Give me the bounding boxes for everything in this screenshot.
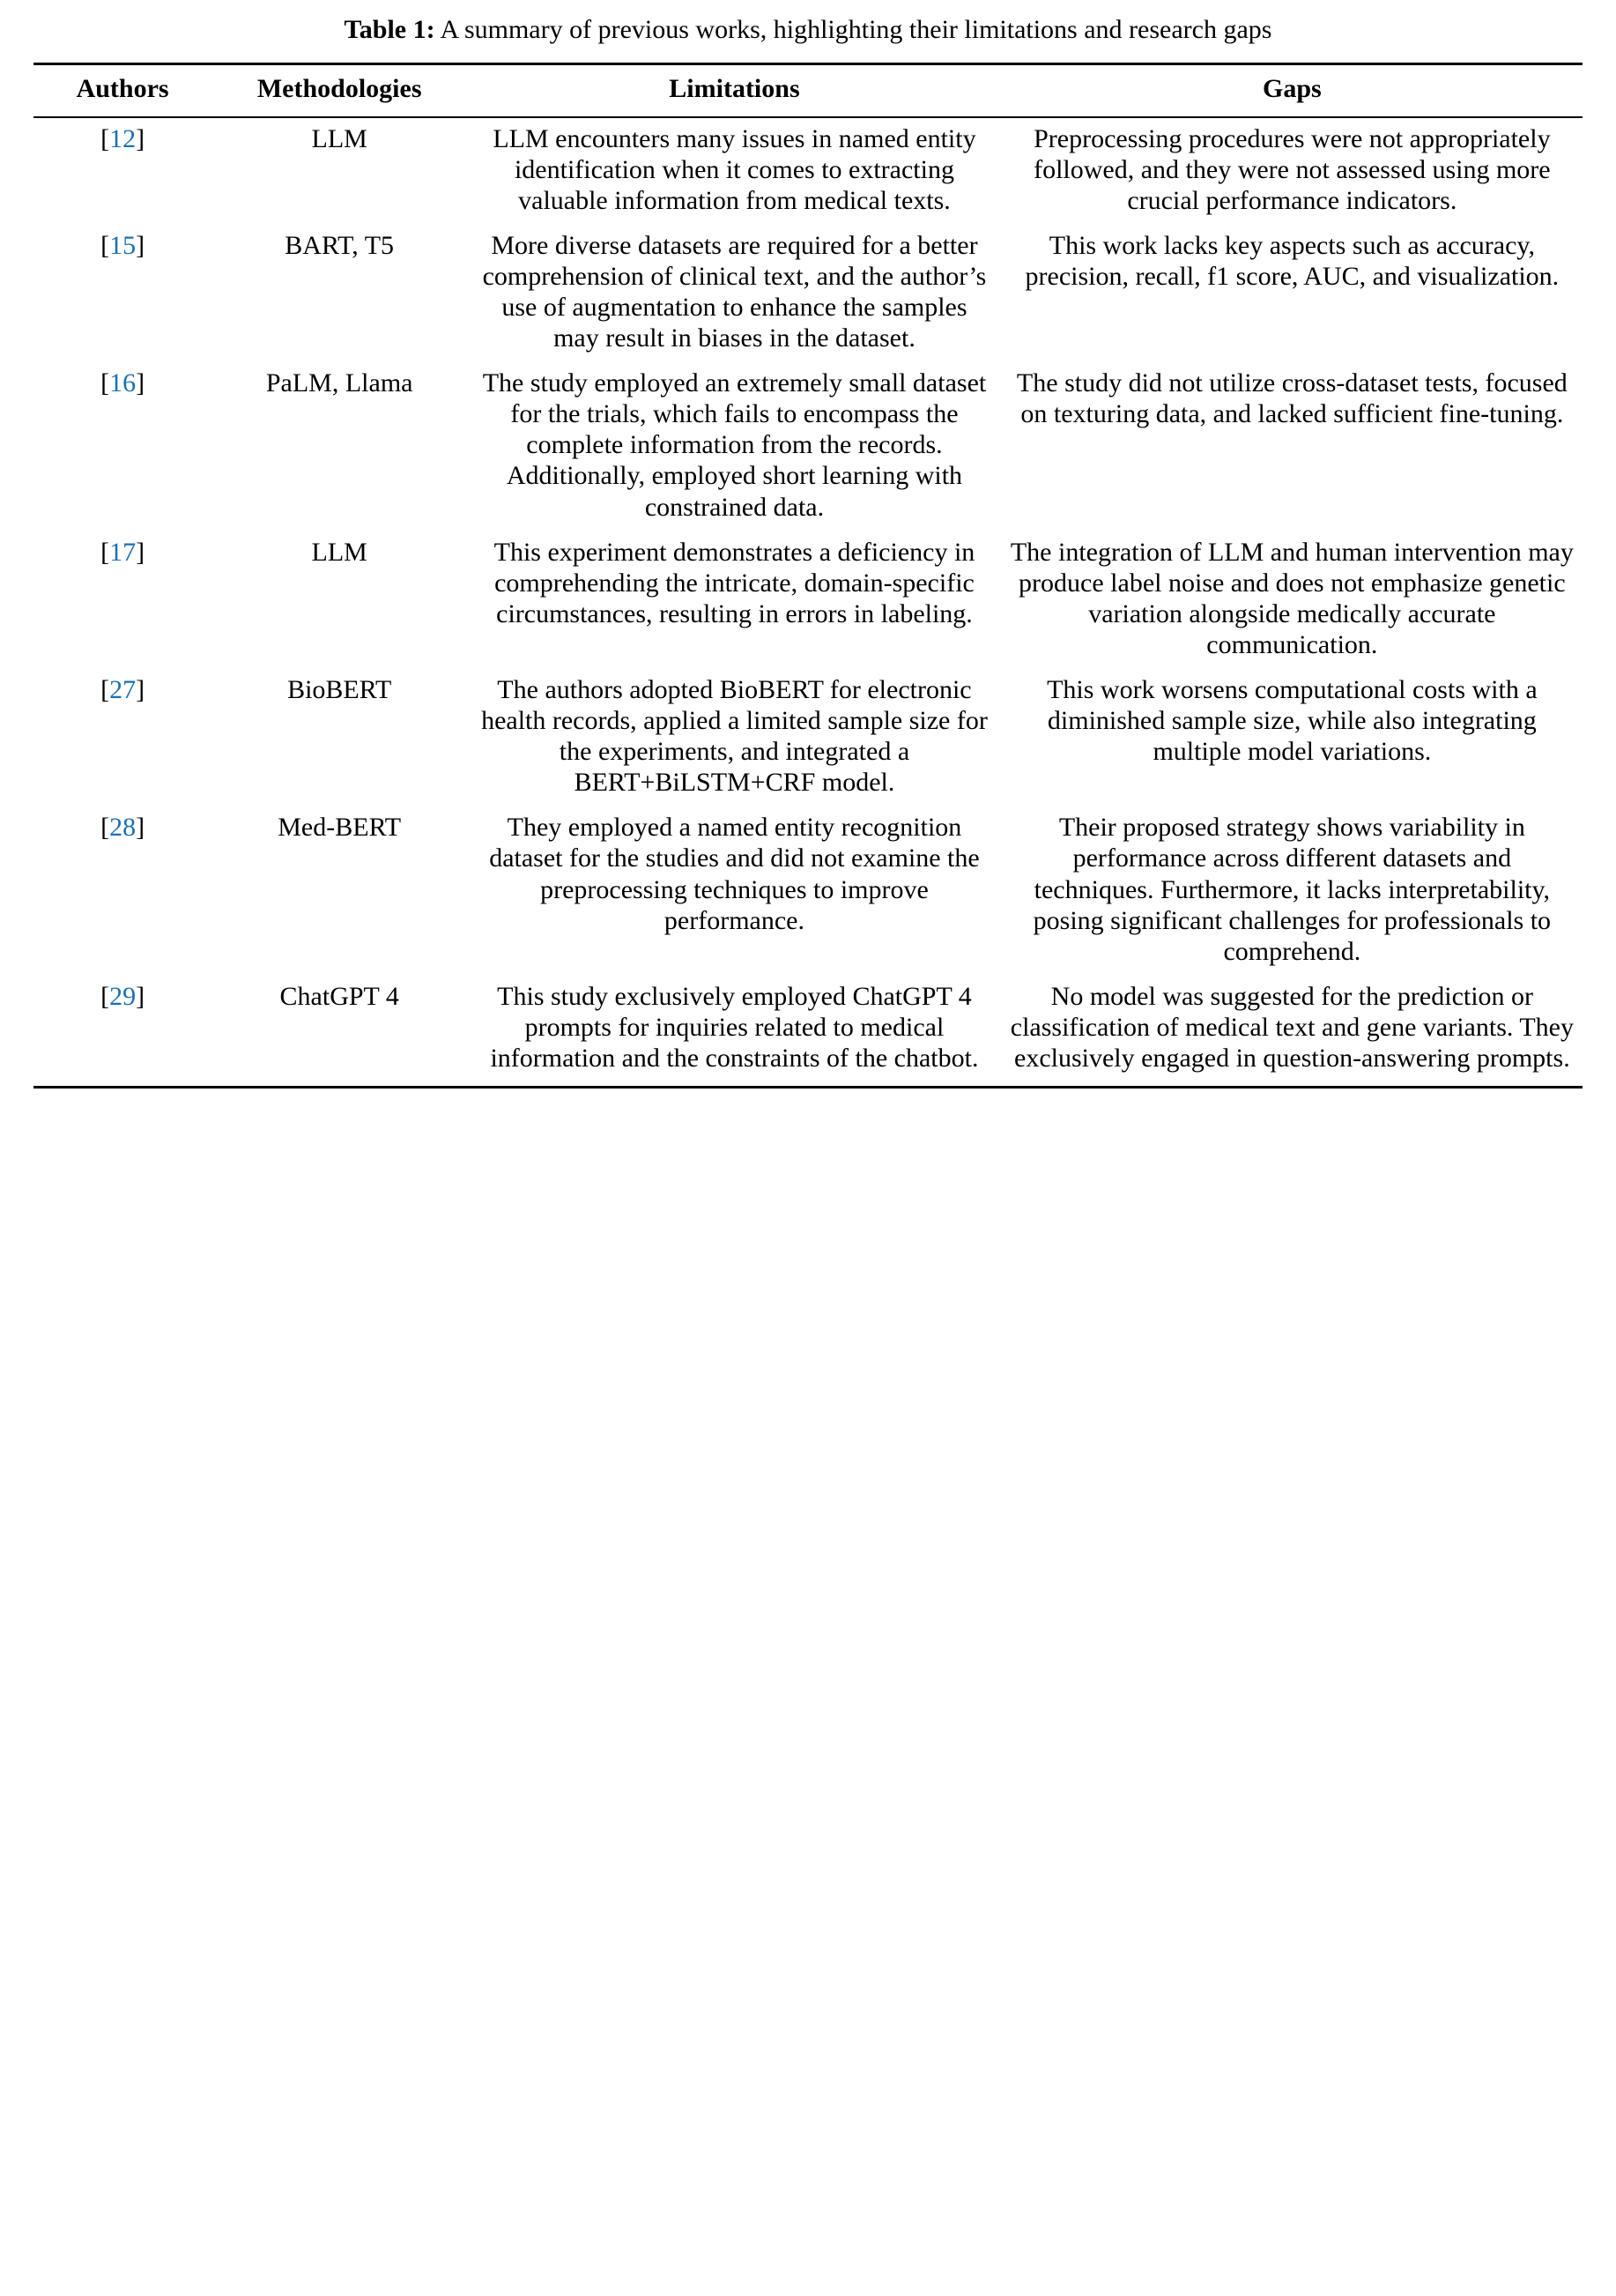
cell-gaps: The integration of LLM and human intervention may produce label noise and does not emphasize genetic variation alongside medically accurate communication.	[1010, 537, 1574, 659]
table-row	[33, 362, 1583, 531]
cell-gaps: The study did not utilize cross-dataset tests, focused on texturing data, and lacked sufficient fine-tuning.	[1016, 368, 1568, 429]
table-caption	[33, 12, 1583, 48]
cell-gaps: This work lacks key aspects such as accuracy, precision, recall, f1 score, AUC, and visualization.	[1025, 230, 1560, 291]
summary-table	[33, 63, 1583, 1089]
table-row	[33, 669, 1583, 806]
column-header-limitations: Limitations	[467, 63, 1002, 117]
table-row	[33, 225, 1583, 362]
column-header-authors: Authors	[33, 63, 211, 117]
cell-authors	[33, 362, 211, 531]
cell-authors	[33, 225, 211, 362]
cell-authors	[33, 117, 211, 225]
ref-bracket-open: [	[100, 123, 110, 153]
cell-methodology: PaLM, Llama	[265, 368, 413, 398]
table-header	[33, 63, 1583, 117]
header-row	[33, 63, 1583, 117]
table-row	[33, 976, 1583, 1088]
cell-methodology: LLM	[311, 123, 367, 153]
citation-link[interactable]: 29	[109, 981, 137, 1011]
cell-limitations: This experiment demonstrates a deficiency in comprehending the intricate, domain-specific circumstances, resulting in errors in labeling.	[493, 537, 975, 628]
cell-limitations: LLM encounters many issues in named entity identification when it comes to extracting valuable information from medical texts.	[493, 123, 976, 215]
cell-authors	[33, 669, 211, 806]
cell-methodology: ChatGPT 4	[211, 976, 467, 1088]
ref-bracket-open: [	[100, 230, 110, 260]
cell-methodology: LLM	[311, 537, 367, 567]
ref-bracket-open: [	[100, 813, 110, 843]
ref-bracket-open: [	[100, 675, 110, 704]
cell-gaps: This work worsens computational costs with a diminished sample size, while also integrating multiple model variations.	[1047, 675, 1538, 767]
table-row	[33, 117, 1583, 225]
cell-limitations: They employed a named entity recognition dataset for the studies and did not examine the preprocessing techniques to improve performance.	[489, 813, 980, 935]
cell-authors	[33, 531, 211, 669]
ref-bracket-close: ]	[136, 368, 145, 398]
citation-link[interactable]: 15	[109, 230, 137, 260]
cell-limitations: This study exclusively employed ChatGPT 4 prompts for inquiries related to medical information and the constraints of the chatbot.	[467, 976, 1002, 1088]
ref-bracket-close: ]	[136, 981, 145, 1011]
ref-bracket-close: ]	[136, 123, 145, 153]
cell-gaps: No model was suggested for the prediction or classification of medical text and gene variants. They exclusively engaged in question-answering prompts.	[1002, 976, 1583, 1088]
ref-bracket-open: [	[100, 368, 110, 398]
cell-methodology: Med-BERT	[278, 813, 402, 843]
cell-limitations: The study employed an extremely small dataset for the trials, which fails to encompass the complete information from the records. Additionally, employed short learning with constrained data.	[482, 368, 987, 522]
ref-bracket-close: ]	[136, 230, 145, 260]
cell-gaps: Preprocessing procedures were not appropriately followed, and they were not assessed using more crucial performance indicators.	[1034, 123, 1551, 215]
table-row	[33, 531, 1583, 669]
table-row	[33, 806, 1583, 975]
table-caption-label: Table 1:	[344, 15, 435, 44]
cell-authors	[33, 976, 211, 1088]
cell-methodology: BART, T5	[285, 230, 395, 260]
citation-link[interactable]: 12	[109, 123, 137, 153]
table-caption-text: A summary of previous works, highlighting their limitations and research gaps	[434, 15, 1272, 44]
ref-bracket-close: ]	[136, 537, 145, 567]
cell-gaps: Their proposed strategy shows variability in performance across different datasets and techniques. Furthermore, it lacks interpretability, posing significant challenges for professionals to comprehend.	[1033, 813, 1552, 966]
ref-bracket-close: ]	[136, 675, 145, 704]
citation-link[interactable]: 27	[109, 675, 137, 704]
cell-authors	[33, 806, 211, 975]
ref-bracket-open: [	[100, 537, 110, 567]
ref-bracket-open: [	[100, 981, 110, 1011]
citation-link[interactable]: 16	[109, 368, 137, 398]
citation-link[interactable]: 28	[109, 813, 137, 843]
column-header-gaps: Gaps	[1002, 63, 1583, 117]
ref-bracket-close: ]	[136, 813, 145, 843]
cell-limitations: More diverse datasets are required for a better comprehension of clinical text, and the author’s use of augmentation to enhance the samples may result in biases in the dataset.	[482, 230, 987, 353]
citation-link[interactable]: 17	[109, 537, 137, 567]
column-header-methodologies: Methodologies	[211, 63, 467, 117]
table-body	[33, 117, 1583, 1088]
page	[0, 0, 1616, 1089]
cell-limitations: The authors adopted BioBERT for electronic health records, applied a limited sample size for the experiments, and integrated a BERT+BiLSTM+CRF model.	[481, 675, 988, 798]
cell-methodology: BioBERT	[287, 675, 392, 704]
